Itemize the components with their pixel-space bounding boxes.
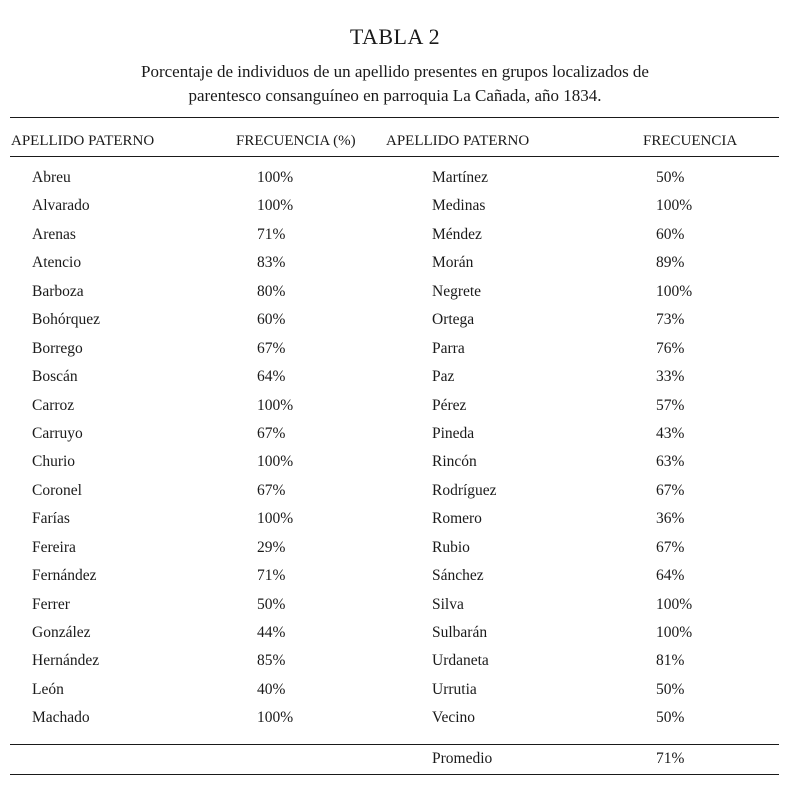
frequency-cell: 67%: [656, 538, 685, 556]
surname-cell: Rodríguez: [432, 481, 497, 499]
table-row: [0, 506, 790, 534]
surname-cell: Carroz: [32, 396, 75, 414]
header-left-surname: APELLIDO PATERNO: [11, 133, 155, 149]
surname-cell: Rincón: [432, 453, 477, 471]
header-right-frequency: FRECUENCIA: [643, 133, 738, 149]
frequency-cell: 40%: [257, 680, 286, 698]
table-row: [0, 250, 790, 278]
table-row: [0, 592, 790, 620]
surname-cell: Medinas: [432, 197, 486, 215]
surname-cell: Romero: [432, 510, 482, 528]
surname-cell: Abreu: [32, 169, 71, 186]
surname-cell: León: [32, 680, 64, 698]
table-row: [0, 620, 790, 648]
surname-cell: Coronel: [32, 481, 82, 499]
table-title: TABLA 2: [349, 24, 441, 49]
surname-cell: Pérez: [432, 396, 467, 414]
frequency-cell: 67%: [257, 339, 286, 357]
frequency-cell: 100%: [656, 624, 693, 641]
frequency-cell: 50%: [656, 709, 685, 727]
frequency-cell: 100%: [656, 282, 693, 300]
frequency-cell: 71%: [257, 225, 286, 243]
frequency-cell: 67%: [257, 424, 286, 442]
surname-cell: Sulbarán: [432, 624, 488, 641]
header-left-frequency: FRECUENCIA (%): [236, 133, 356, 149]
frequency-cell: 73%: [656, 311, 685, 329]
table-row: [0, 193, 790, 221]
table-body: [0, 165, 790, 734]
frequency-cell: 64%: [257, 368, 286, 386]
frequency-cell: 81%: [656, 652, 685, 670]
header-right-surname: APELLIDO PATERNO: [386, 133, 530, 149]
frequency-cell: 43%: [656, 424, 685, 442]
surname-cell: Bohórquez: [32, 311, 101, 329]
table-row: [0, 705, 790, 733]
table-row: [0, 364, 790, 392]
average-rule: [10, 744, 779, 745]
surname-cell: Atencio: [32, 254, 82, 272]
average-value: 71%: [656, 750, 685, 767]
surname-cell: Arenas: [32, 225, 76, 243]
frequency-cell: 100%: [257, 453, 294, 471]
surname-cell: Boscán: [32, 368, 78, 386]
surname-cell: Fereira: [32, 538, 76, 556]
frequency-cell: 44%: [257, 624, 286, 641]
frequency-cell: 63%: [656, 453, 685, 471]
frequency-cell: 76%: [656, 339, 685, 357]
table-row: [0, 478, 790, 506]
surname-cell: Farías: [32, 510, 70, 528]
table-row: [0, 563, 790, 591]
average-label: Promedio: [432, 750, 493, 767]
frequency-cell: 36%: [656, 510, 685, 528]
surname-cell: Urrutia: [432, 680, 477, 698]
caption-line-2: parentesco consanguíneo en parroquia La Cañada, año 1834.: [188, 86, 602, 105]
bottom-rule: [10, 774, 779, 775]
surname-cell: Pineda: [432, 424, 475, 442]
frequency-cell: 100%: [257, 709, 294, 727]
surname-cell: Machado: [32, 709, 90, 727]
surname-cell: Martínez: [432, 169, 488, 186]
table-row: [0, 393, 790, 421]
surname-cell: Churio: [32, 453, 76, 471]
frequency-cell: 33%: [656, 368, 685, 386]
surname-cell: Méndez: [432, 225, 482, 243]
frequency-cell: 67%: [656, 481, 685, 499]
frequency-cell: 89%: [656, 254, 685, 272]
surname-cell: Paz: [432, 368, 455, 386]
surname-cell: Fernández: [32, 567, 97, 585]
surname-cell: Rubio: [432, 538, 470, 556]
table-caption: [0, 60, 790, 108]
table-row: [0, 677, 790, 705]
table-row: [0, 307, 790, 335]
frequency-cell: 100%: [257, 197, 294, 215]
frequency-cell: 100%: [656, 197, 693, 215]
table-row: [0, 648, 790, 676]
frequency-cell: 50%: [656, 169, 685, 186]
frequency-cell: 83%: [257, 254, 286, 272]
frequency-cell: 100%: [257, 396, 294, 414]
surname-cell: Borrego: [32, 339, 83, 357]
frequency-cell: 29%: [257, 538, 286, 556]
frequency-cell: 50%: [257, 595, 286, 613]
header-rule: [10, 156, 779, 157]
surname-cell: Silva: [432, 595, 464, 613]
table-row: [0, 222, 790, 250]
surname-cell: Alvarado: [32, 197, 90, 215]
caption-line-1: Porcentaje de individuos de un apellido presentes en grupos localizados de: [141, 62, 649, 81]
frequency-cell: 64%: [656, 567, 685, 585]
surname-cell: González: [32, 624, 91, 641]
frequency-cell: 57%: [656, 396, 685, 414]
surname-cell: Barboza: [32, 282, 84, 300]
frequency-cell: 60%: [257, 311, 286, 329]
table-row: [0, 421, 790, 449]
surname-cell: Morán: [432, 254, 474, 272]
frequency-cell: 60%: [656, 225, 685, 243]
top-rule: [10, 117, 779, 118]
surname-cell: Carruyo: [32, 424, 83, 442]
frequency-cell: 80%: [257, 282, 286, 300]
surname-cell: Vecino: [432, 709, 476, 727]
surname-cell: Ferrer: [32, 595, 70, 613]
surname-cell: Ortega: [432, 311, 475, 329]
surname-cell: Urdaneta: [432, 652, 489, 670]
frequency-cell: 100%: [656, 595, 693, 613]
surname-cell: Parra: [432, 339, 465, 357]
frequency-cell: 100%: [257, 510, 294, 528]
surname-cell: Hernández: [32, 652, 100, 670]
frequency-cell: 85%: [257, 652, 286, 670]
frequency-cell: 100%: [257, 169, 294, 186]
frequency-cell: 67%: [257, 481, 286, 499]
surname-cell: Negrete: [432, 282, 482, 300]
table-row: [0, 165, 790, 193]
table-row: [0, 535, 790, 563]
table-row: [0, 336, 790, 364]
frequency-cell: 50%: [656, 680, 685, 698]
frequency-cell: 71%: [257, 567, 286, 585]
table-row: [0, 449, 790, 477]
surname-cell: Sánchez: [432, 567, 484, 585]
table-row: [0, 279, 790, 307]
